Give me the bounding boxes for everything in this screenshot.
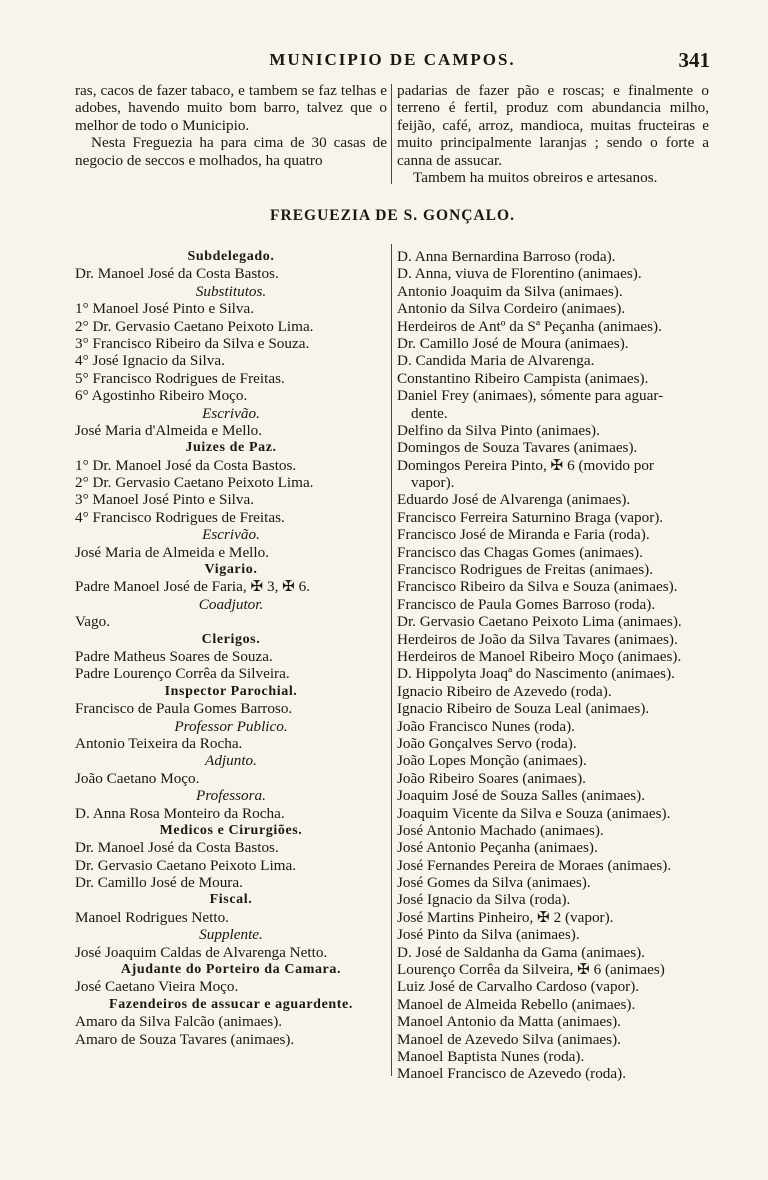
directory-entry: Francisco Ferreira Saturnino Braga (vapor). (397, 508, 664, 526)
directory-entry: 1° Manoel José Pinto e Silva. (75, 300, 255, 318)
directory-entry: Vago. (75, 613, 111, 631)
subheading: Escrivão. (202, 404, 260, 422)
directory-entry: José Caetano Vieira Moço. (75, 978, 239, 996)
directory-entry: Francisco José de Miranda e Faria (roda). (397, 526, 650, 544)
directory-entry: 3° Manoel José Pinto e Silva. (75, 491, 255, 509)
directory-entry: Dr. Manoel José da Costa Bastos. (75, 839, 279, 857)
section-heading: Clerigos. (201, 631, 261, 647)
page-number: 341 (678, 48, 710, 72)
intro-right-column (397, 82, 709, 186)
subheading: Professor Publico. (174, 717, 288, 735)
subheading: Adjunto. (205, 752, 257, 770)
directory-entry: dente. (411, 404, 448, 422)
intro-paragraph: padarias de fazer pão e roscas; e finalmente o terreno é fertil, produz com abundancia milho, feijão, café, arroz, mandioca, muitas fructeiras e muito principalmente laranjas ; sendo o forte a canna de assucar. (397, 82, 709, 169)
directory-entry: D. Hippolyta Joaqª do Nascimento (animaes). (397, 665, 675, 683)
directory-entry: José Pinto da Silva (animaes). (397, 926, 580, 944)
directory-entry: José Joaquim Caldas de Alvarenga Netto. (75, 943, 328, 961)
directory-entry: Francisco das Chagas Gomes (animaes). (397, 543, 643, 561)
column-divider (391, 244, 392, 1076)
section-heading: Fiscal. (209, 892, 253, 908)
directory-entry: Dr. Gervasio Caetano Peixoto Lima (animaes). (397, 613, 682, 631)
directory-entry: Amaro da Silva Falcão (animaes). (75, 1013, 283, 1031)
directory-entry: Domingos Pereira Pinto, ✠ 6 (movido por (397, 456, 654, 474)
directory-entry: José Antonio Peçanha (animaes). (397, 839, 598, 857)
directory-entry: Eduardo José de Alvarenga (animaes). (397, 491, 631, 509)
directory-entry: Antonio Teixeira da Rocha. (75, 734, 243, 752)
directory-entry: Ignacio Ribeiro de Souza Leal (animaes). (397, 700, 650, 718)
directory-entry: Padre Lourenço Corrêa da Silveira. (75, 665, 290, 683)
directory-entry: D. Anna, viuva de Florentino (animaes). (397, 265, 642, 283)
directory-entry: D. Candida Maria de Alvarenga. (397, 352, 595, 370)
directory-entry: Domingos de Souza Tavares (animaes). (397, 439, 638, 457)
directory-entry: Herdeiros de Antº da Sª Peçanha (animaes). (397, 317, 662, 335)
directory-entry: Francisco de Paula Gomes Barroso. (75, 700, 293, 718)
section-heading: Juizes de Paz. (185, 440, 277, 456)
directory-entry: Manoel Antonio da Matta (animaes). (397, 1013, 621, 1031)
directory-entry: João Lopes Monção (animaes). (397, 752, 587, 770)
directory-entry: João Caetano Moço. (75, 769, 200, 787)
directory-entry: José Ignacio da Silva (roda). (397, 891, 571, 909)
section-heading: Subdelegado. (187, 249, 275, 264)
directory-entry: Constantino Ribeiro Campista (animaes). (397, 369, 649, 387)
directory-entry: Delfino da Silva Pinto (animaes). (397, 421, 600, 439)
intro-left-column (75, 82, 387, 169)
directory-left-column (75, 248, 387, 1048)
column-divider (391, 84, 392, 184)
directory-entry: Amaro de Souza Tavares (animaes). (75, 1030, 295, 1048)
directory-entry: D. Anna Bernardina Barroso (roda). (397, 248, 616, 265)
directory-entry: Manoel Baptista Nunes (roda). (397, 1047, 585, 1065)
directory-entry: Francisco Rodrigues de Freitas (animaes). (397, 561, 654, 579)
directory-entry: José Fernandes Pereira de Moraes (animaes). (397, 856, 672, 874)
section-title: FREGUEZIA DE S. GONÇALO. (270, 207, 515, 224)
subheading: Substitutos. (195, 282, 267, 300)
directory-entry: Joaquim Vicente da Silva e Souza (animaes). (397, 804, 671, 822)
directory-entry: 2° Dr. Gervasio Caetano Peixoto Lima. (75, 317, 314, 335)
directory-entry: D. Anna Rosa Monteiro da Rocha. (75, 804, 285, 822)
directory-entry: Manoel de Azevedo Silva (animaes). (397, 1030, 621, 1048)
directory-entry: Francisco Ribeiro da Silva e Souza (animaes). (397, 578, 678, 596)
directory-entry: vapor). (411, 474, 455, 492)
directory-entry: Francisco de Paula Gomes Barroso (roda). (397, 595, 656, 613)
directory-entry: 2° Dr. Gervasio Caetano Peixoto Lima. (75, 474, 314, 492)
section-heading: Inspector Parochial. (164, 683, 298, 699)
subheading: Coadjutor. (198, 595, 264, 613)
subheading: Supplente. (199, 926, 263, 944)
directory-entry: 6° Agostinho Ribeiro Moço. (75, 387, 248, 405)
directory-entry: Joaquim José de Souza Salles (animaes). (397, 787, 646, 805)
subheading: Professora. (196, 787, 266, 805)
directory-entry: Dr. Camillo José de Moura. (75, 874, 243, 892)
directory-entry: João Francisco Nunes (roda). (397, 717, 575, 735)
directory-entry: 4° José Ignacio da Silva. (75, 352, 225, 370)
directory-entry: 4° Francisco Rodrigues de Freitas. (75, 508, 285, 526)
section-heading: Fazendeiros de assucar e aguardente. (109, 996, 353, 1012)
directory-entry: Manoel Rodrigues Netto. (75, 908, 229, 926)
section-heading: Ajudante do Porteiro da Camara. (120, 962, 342, 978)
section-heading: Medicos e Cirurgiões. (159, 822, 303, 838)
directory-entry: João Ribeiro Soares (animaes). (397, 769, 586, 787)
directory-entry: Herdeiros de Manoel Ribeiro Moço (animaes). (397, 647, 682, 665)
directory-entry: Ignacio Ribeiro de Azevedo (roda). (397, 682, 612, 700)
directory-right-column (397, 248, 712, 1083)
directory-entry: Padre Matheus Soares de Souza. (75, 647, 273, 665)
directory-entry: 5° Francisco Rodrigues de Freitas. (75, 369, 285, 387)
directory-entry: Herdeiros de João da Silva Tavares (animaes). (397, 630, 678, 648)
directory-entry: Antonio da Silva Cordeiro (animaes). (397, 300, 626, 318)
directory-entry: José Antonio Machado (animaes). (397, 821, 604, 839)
directory-entry: Manoel Francisco de Azevedo (roda). (397, 1065, 626, 1083)
directory-entry: José Martins Pinheiro, ✠ 2 (vapor). (397, 908, 614, 926)
intro-paragraph: Tambem ha muitos obreiros e artesanos. (413, 169, 658, 187)
directory-entry: Padre Manoel José de Faria, ✠ 3, ✠ 6. (75, 578, 311, 596)
directory-entry: Daniel Frey (animaes), sómente para aguar- (397, 387, 664, 405)
intro-paragraph: Nesta Freguezia ha para cima de 30 casas de negocio de seccos e molhados, ha quatro (75, 134, 387, 169)
directory-entry: Manoel de Almeida Rebello (animaes). (397, 995, 636, 1013)
intro-paragraph: ras, cacos de fazer tabaco, e tambem se faz telhas e adobes, havendo muito bom barro, talvez que o melhor de todo o Municipio. (75, 82, 387, 134)
directory-entry: João Gonçalves Servo (roda). (397, 734, 577, 752)
directory-entry: 1° Dr. Manoel José da Costa Bastos. (75, 456, 297, 474)
directory-entry: Dr. Manoel José da Costa Bastos. (75, 265, 279, 283)
directory-entry: Luiz José de Carvalho Cardoso (vapor). (397, 978, 640, 996)
directory-entry: Dr. Gervasio Caetano Peixoto Lima. (75, 856, 297, 874)
directory-entry: José Maria d'Almeida e Mello. (75, 421, 263, 439)
subheading: Escrivão. (202, 526, 260, 544)
directory-entry: Lourenço Corrêa da Silveira, ✠ 6 (animaes) (397, 961, 665, 979)
directory-entry: Antonio Joaquim da Silva (animaes). (397, 282, 623, 300)
directory-entry: 3° Francisco Ribeiro da Silva e Souza. (75, 334, 310, 352)
directory-entry: D. José de Saldanha da Gama (animaes). (397, 943, 645, 961)
page-header (75, 50, 710, 76)
section-heading: Vigario. (204, 562, 258, 578)
directory-entry: José Maria de Almeida e Mello. (75, 543, 270, 561)
directory-entry: Dr. Camillo José de Moura (animaes). (397, 334, 629, 352)
directory-entry: José Gomes da Silva (animaes). (397, 874, 591, 892)
running-title: MUNICIPIO DE CAMPOS. (269, 50, 516, 69)
